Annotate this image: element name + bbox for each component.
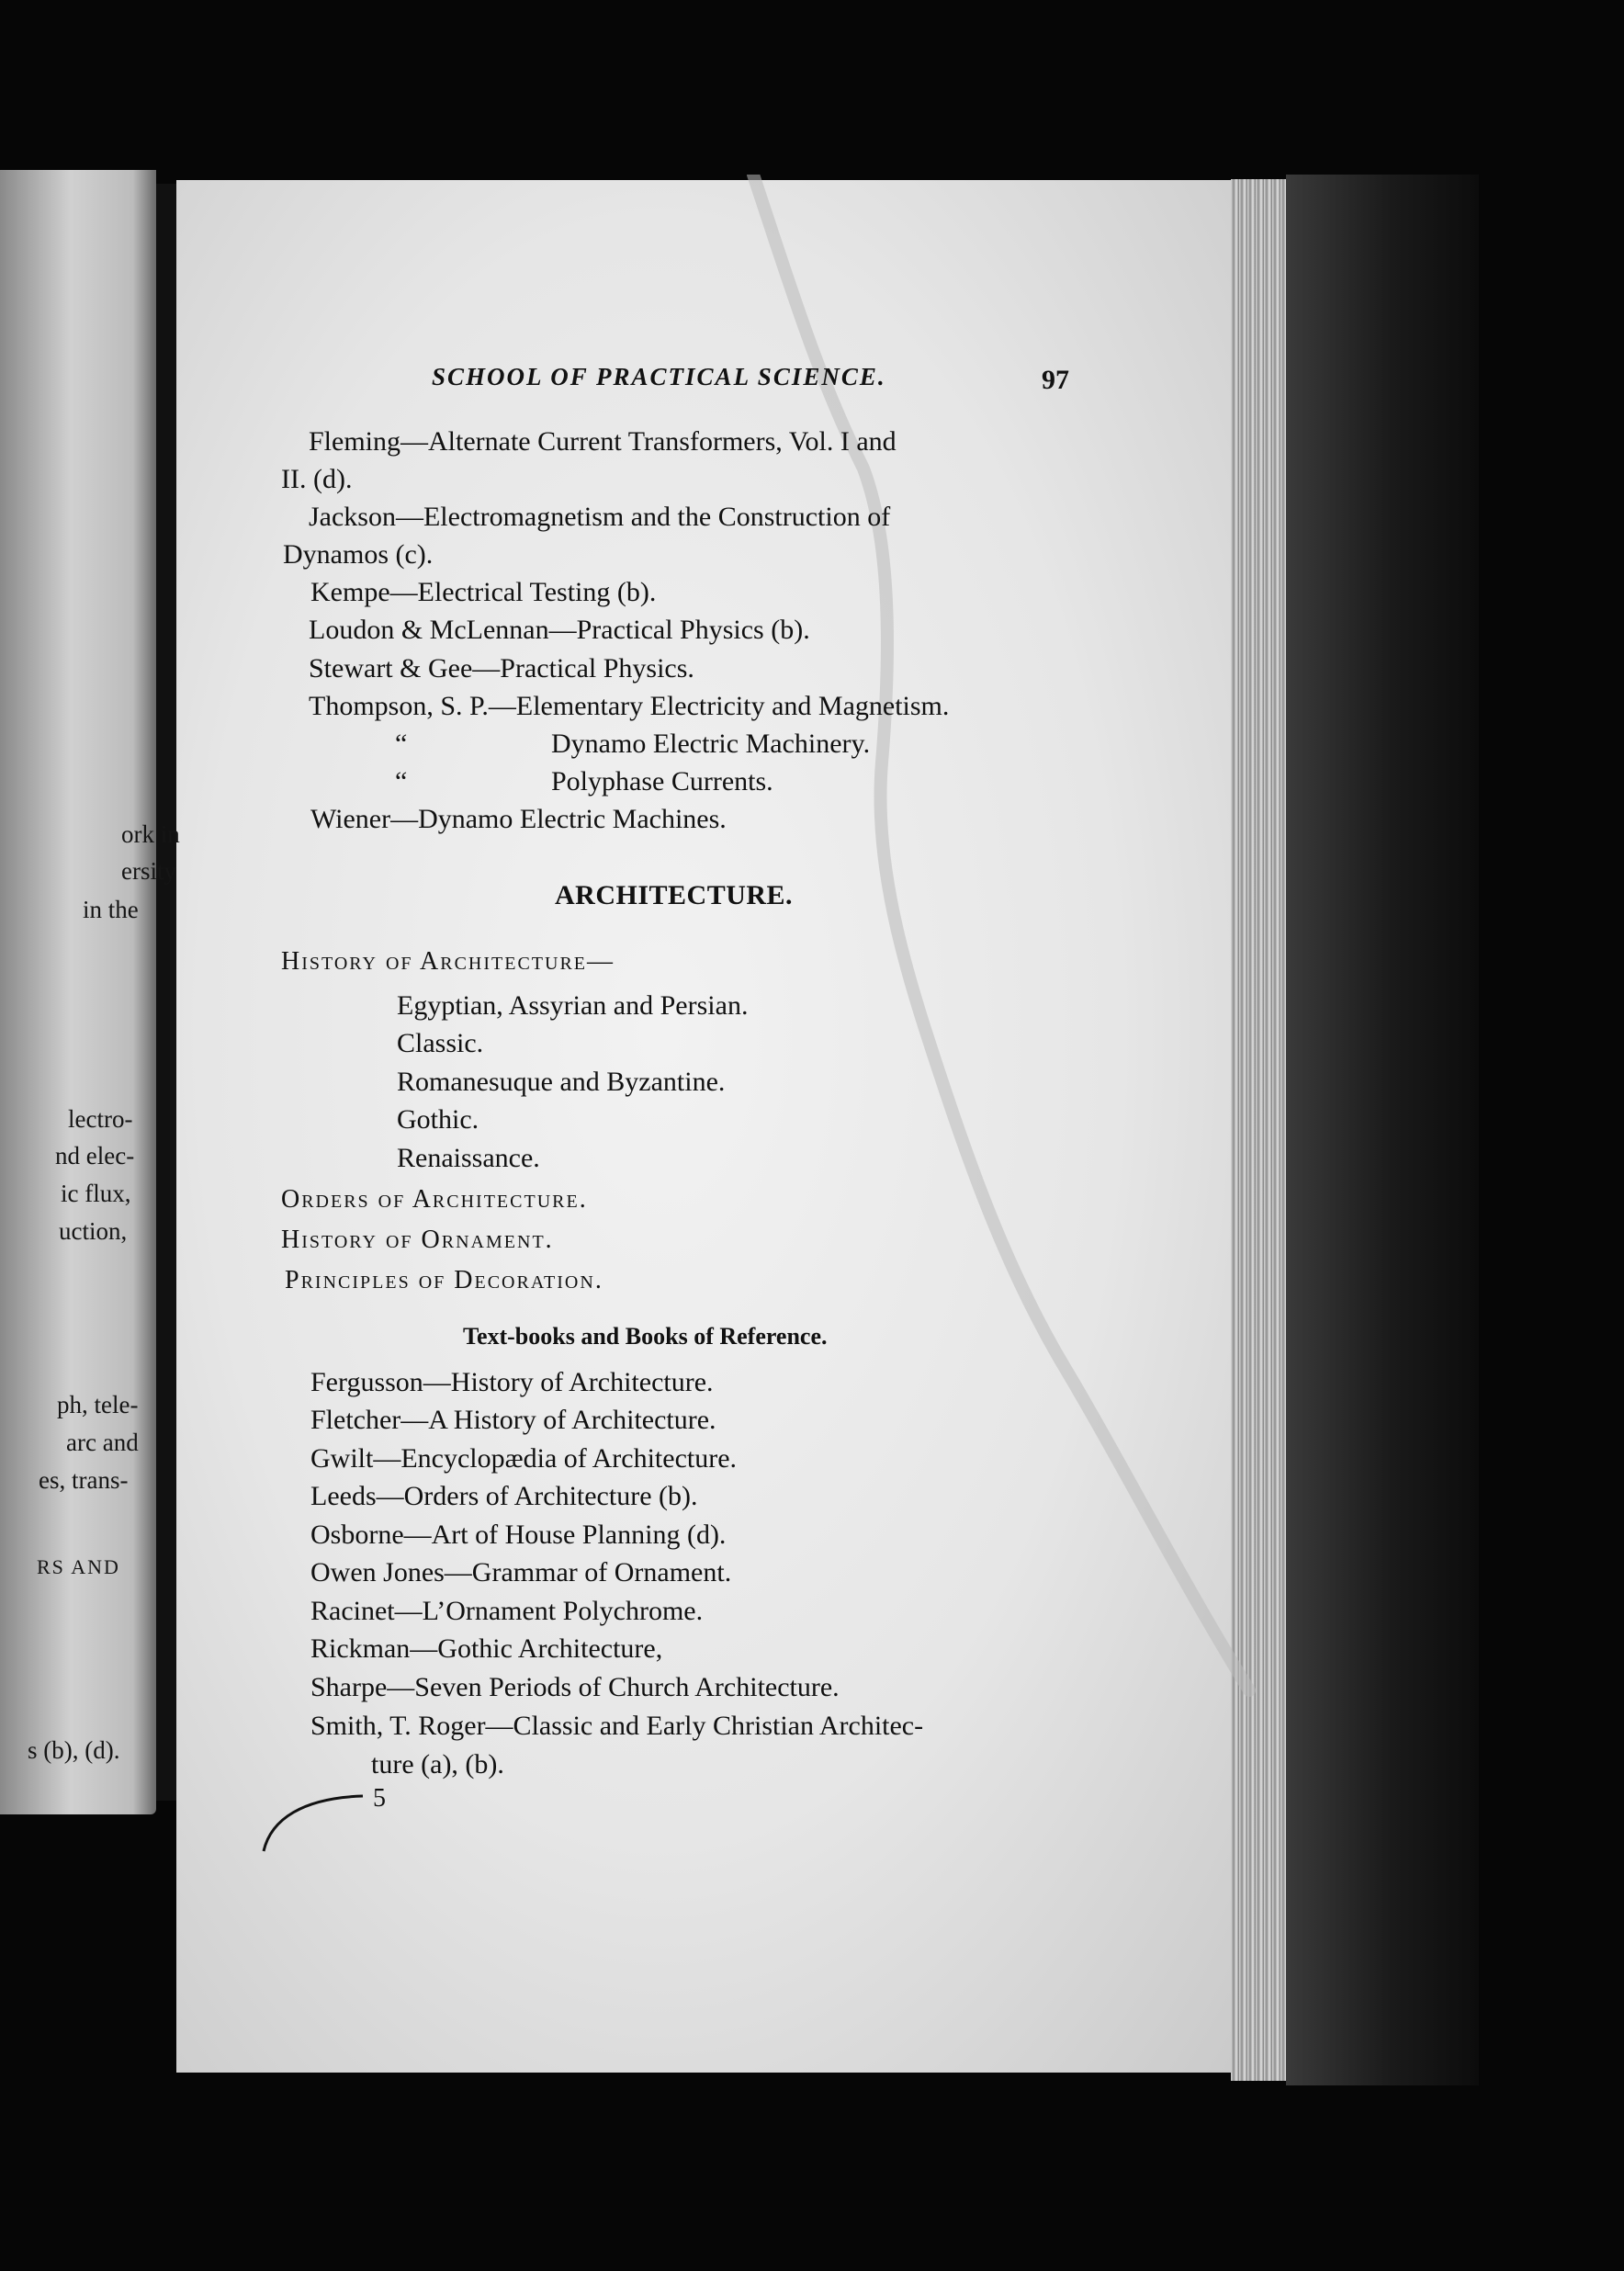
reference-entry: Polyphase Currents. — [551, 766, 773, 797]
left-fragment: s (b), (d). — [28, 1736, 120, 1764]
reference-entry: Loudon & McLennan—Practical Physics (b). — [309, 615, 810, 645]
reference-entry: II. (d). — [281, 464, 353, 494]
book-block-shadow — [1286, 175, 1479, 2085]
left-fragment: nd elec- — [55, 1142, 135, 1169]
reference-entry: ture (a), (b). — [371, 1749, 504, 1780]
topic-item: Renaissance. — [397, 1143, 540, 1173]
section-title: ARCHITECTURE. — [555, 880, 794, 910]
reference-entry: Rickman—Gothic Architecture, — [310, 1633, 663, 1664]
topic-item: Romanesuque and Byzantine. — [397, 1067, 726, 1097]
textbooks-heading: Text-books and Books of Reference. — [463, 1323, 828, 1350]
topic-heading: History of Ornament. — [281, 1226, 554, 1254]
left-fragment: ic flux, — [61, 1180, 131, 1207]
book-gutter — [156, 184, 176, 1801]
topic-item: Gothic. — [397, 1104, 479, 1135]
left-fragment: ph, tele- — [57, 1391, 139, 1418]
reference-entry: Stewart & Gee—Practical Physics. — [309, 653, 694, 684]
reference-entry: Jackson—Electromagnetism and the Construction of — [309, 502, 891, 532]
left-fragment: lectro- — [68, 1105, 133, 1133]
reference-entry: Fleming—Alternate Current Transformers, Vol. I and — [309, 426, 897, 457]
running-head: SCHOOL OF PRACTICAL SCIENCE. — [432, 363, 886, 390]
signature-mark: 5 — [373, 1784, 386, 1813]
page-number: 97 — [1042, 365, 1069, 395]
reference-entry: Dynamo Electric Machinery. — [551, 729, 871, 759]
signature-curve-mark — [253, 1787, 381, 1856]
topic-heading: Orders of Architecture. — [281, 1185, 588, 1214]
reference-entry: Owen Jones—Grammar of Ornament. — [310, 1557, 732, 1587]
left-fragment: es, trans- — [39, 1466, 129, 1494]
reference-entry: Leeds—Orders of Architecture (b). — [310, 1481, 698, 1511]
topic-heading: Principles of Decoration. — [285, 1266, 603, 1294]
reference-entry: Racinet—L’Ornament Polychrome. — [310, 1596, 704, 1626]
left-fragment: ersity — [121, 857, 176, 885]
reference-entry: Fergusson—History of Architecture. — [310, 1367, 714, 1397]
reference-entry: Thompson, S. P.—Elementary Electricity and Magnetism. — [309, 691, 950, 721]
page-edges — [1231, 179, 1286, 2081]
reference-entry: Osborne—Art of House Planning (d). — [310, 1520, 727, 1550]
reference-entry: Gwilt—Encyclopædia of Architecture. — [310, 1443, 738, 1474]
reference-entry: Fletcher—A History of Architecture. — [310, 1405, 716, 1435]
left-fragment: RS AND — [37, 1555, 120, 1578]
ditto-mark: “ — [395, 729, 408, 759]
ditto-mark: “ — [395, 766, 408, 797]
topic-heading: History of Architecture— — [281, 947, 615, 976]
left-fragment: ork in — [121, 820, 180, 848]
reference-entry: Dynamos (c). — [283, 539, 434, 570]
reference-entry: Sharpe—Seven Periods of Church Architecture. — [310, 1672, 840, 1702]
reference-entry: Wiener—Dynamo Electric Machines. — [310, 804, 727, 834]
reference-entry: Kempe—Electrical Testing (b). — [310, 577, 657, 607]
topic-item: Egyptian, Assyrian and Persian. — [397, 990, 749, 1021]
topic-item: Classic. — [397, 1028, 484, 1058]
left-fragment: in the — [83, 896, 139, 923]
reference-entry: Smith, T. Roger—Classic and Early Christian Architec- — [310, 1711, 924, 1741]
left-fragment: arc and — [66, 1429, 139, 1456]
left-fragment: uction, — [59, 1217, 128, 1245]
